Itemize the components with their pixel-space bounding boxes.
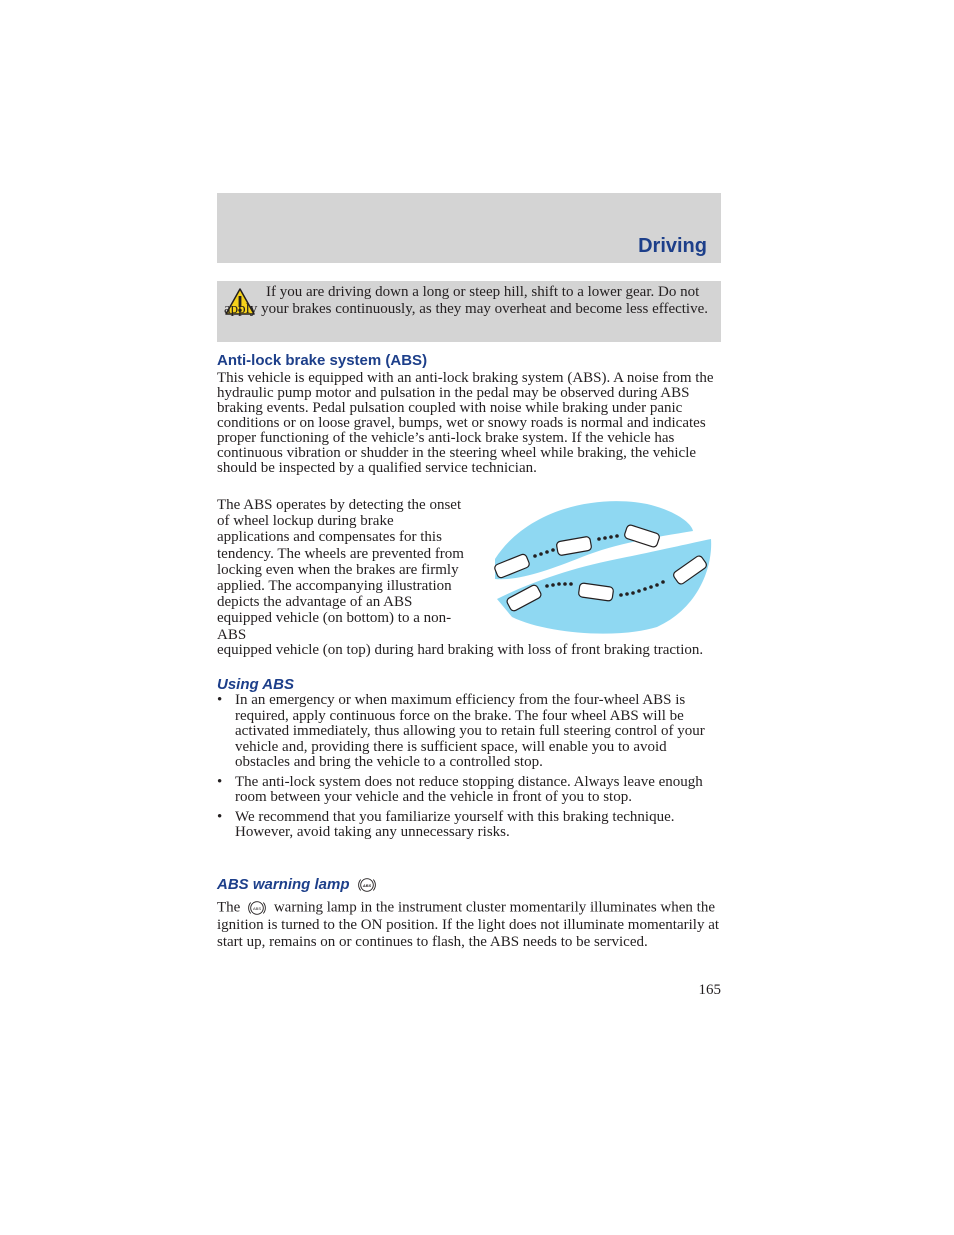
list-item: • In an emergency or when maximum efficiency from the four-wheel ABS is required, apply continuous force on the brake. The four wheel ABS will be activated immediately, thus allowing you to retain full steering control of your vehicle and, providing there is sufficient space, will enable you to avoid obstacles and bring the vehicle to a controlled stop.	[217, 692, 705, 770]
abs-paragraph-2-continued: equipped vehicle (on top) during hard braking with loss of front braking traction.	[217, 642, 704, 658]
page-number: 165	[698, 982, 721, 998]
svg-text:ABS: ABS	[362, 882, 371, 888]
list-item: • We recommend that you familiarize yourself with this braking technique. However, avoid taking any unnecessary risks.	[217, 808, 675, 840]
using-abs-list	[217, 693, 722, 845]
abs-warning-heading: ABS warning lamp ABS	[217, 876, 380, 894]
section-header-band	[217, 193, 721, 263]
abs-paragraph-2: The ABS operates by detecting the onset of wheel lockup during brake applications and compensates for this tendency. The wheels are prevented from locking even when the brakes are firmly applied. The accompanying illustration depicts the advantage of an ABS equipped vehicle (on bottom) to a non-ABS	[217, 497, 464, 643]
section-title: Driving	[638, 235, 707, 257]
abs-comparison-illustration	[487, 499, 715, 635]
abs-warning-text: The ABS warning lamp in the instrument cluster momentarily illuminates when the ignition is turned to the ON position. If the light does not illuminate momentarily at start up, remains on or continues to flash, the ABS needs to be serviced.	[217, 899, 720, 950]
abs-paragraph-1: This vehicle is equipped with an anti-lock braking system (ABS). A noise from the hydraulic pump motor and pulsation in the pedal may be observed during ABS braking events. Pedal pulsation coupled with noise while braking under panic conditions or on loose gravel, bumps, wet or snowy roads is normal and indicates proper functioning of the vehicle’s anti-lock brake system. If the vehicle has continuous vibration or shudder in the steering wheel while braking, the vehicle should be inspected by a qualified service technician.	[217, 370, 714, 476]
abs-lamp-icon	[358, 876, 376, 894]
using-abs-heading: Using ABS	[217, 676, 294, 693]
abs-lamp-icon	[248, 899, 266, 917]
warning-text: If you are driving down a long or steep hill, shift to a lower gear. Do not apply your brakes continuously, as they may overheat and become less effective.	[224, 284, 709, 317]
warning-box	[217, 281, 721, 342]
list-item: • The anti-lock system does not reduce stopping distance. Always leave enough room between your vehicle and the vehicle in front of you to stop.	[217, 773, 703, 805]
abs-heading: Anti-lock brake system (ABS)	[217, 352, 428, 369]
svg-text:ABS: ABS	[253, 905, 262, 911]
